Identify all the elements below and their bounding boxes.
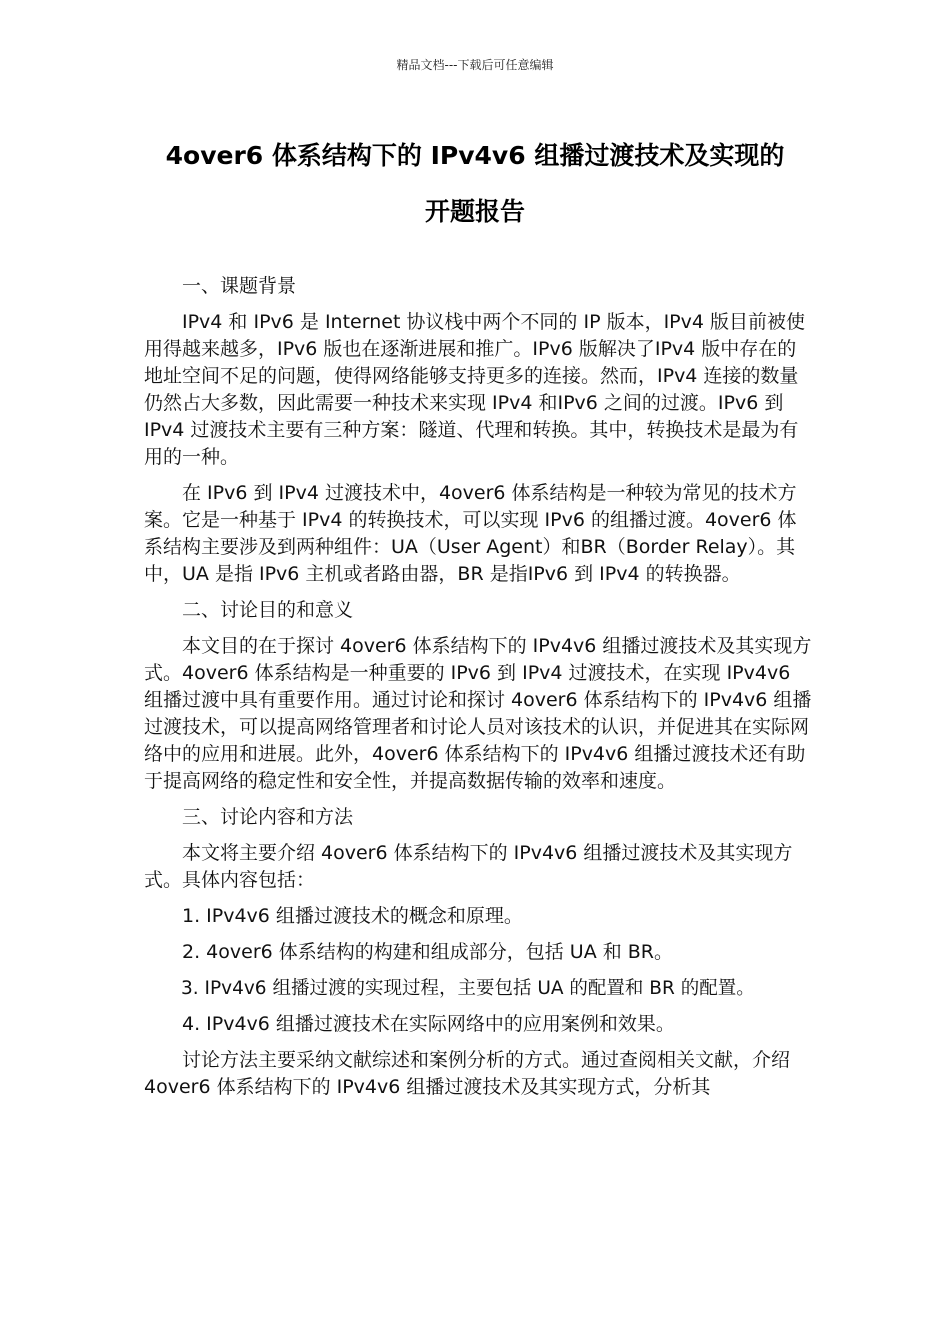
section-heading-background: 一、课题背景 bbox=[182, 275, 297, 297]
section-heading-purpose: 二、讨论目的和意义 bbox=[182, 599, 354, 621]
document-title-line-2: 开题报告 bbox=[424, 197, 525, 226]
list-item: 1. IPv4v6 组播过渡技术的概念和原理。 bbox=[182, 905, 523, 927]
list-item: 4. IPv4v6 组播过渡技术在实际网络中的应用案例和效果。 bbox=[182, 1013, 675, 1035]
section-heading-content-method: 三、讨论内容和方法 bbox=[182, 806, 354, 828]
document-body bbox=[144, 273, 812, 1101]
paragraph: IPv4 和 IPv6 是 Internet 协议栈中两个不同的 IP 版本，IPv4 版目前被使用得越来越多，IPv6 版也在逐渐进展和推广。IPv6 版解决了IPv4 版中存在的地址空间不足的问题，使得网络能够支持更多的连接。然而，IPv4 连接的数量仍然占大多数，因此需要一种技术来实现 IPv4 和IPv6 之间的过渡。IPv6 到 IPv4 过渡技术主要有三种方案：隧道、代理和转换。其中，转换技术是最为有用的一种。 bbox=[144, 311, 806, 468]
paragraph: 在 IPv6 到 IPv4 过渡技术中，4over6 体系结构是一种较为常见的技术方案。它是一种基于 IPv4 的转换技术，可以实现 IPv6 的组播过渡。4over6 体系结构主要涉及到两种组件：UA（User Agent）和BR（Border Relay）。其中，UA 是指 IPv6 主机或者路由器，BR 是指IPv6 到 IPv4 的转换器。 bbox=[144, 482, 797, 585]
paragraph: 本文目的在于探讨 4over6 体系结构下的 IPv4v6 组播过渡技术及其实现方式。4over6 体系结构是一种重要的 IPv6 到 IPv4 过渡技术，在实现 IPv4v6 组播过渡中具有重要作用。通过讨论和探讨 4over6 体系结构下的 IPv4v6 组播过渡技术，可以提高网络管理者和讨论人员对该技术的认识，并促进其在实际网络中的应用和进展。此外，4over6 体系结构下的 IPv4v6 组播过渡技术还有助于提高网络的稳定性和安全性，并提高数据传输的效率和速度。 bbox=[144, 635, 812, 792]
list-item: 3. IPv4v6 组播过渡的实现过程，主要包括 UA 的配置和 BR 的配置。 bbox=[181, 978, 755, 999]
paragraph: 本文将主要介绍 4over6 体系结构下的 IPv4v6 组播过渡技术及其实现方式。具体内容包括： bbox=[144, 842, 793, 891]
paragraph: 讨论方法主要采纳文献综述和案例分析的方式。通过查阅相关文献，介绍 4over6 体系结构下的 IPv4v6 组播过渡技术及其实现方式，分析其 bbox=[144, 1049, 791, 1098]
header-watermark: 精品文档---下载后可任意编辑 bbox=[396, 58, 554, 72]
list-item: 2. 4over6 体系结构的构建和组成部分，包括 UA 和 BR。 bbox=[182, 941, 674, 963]
document-title-line-1: 4over6 体系结构下的 IPv4v6 组播过渡技术及实现的 bbox=[165, 141, 785, 170]
